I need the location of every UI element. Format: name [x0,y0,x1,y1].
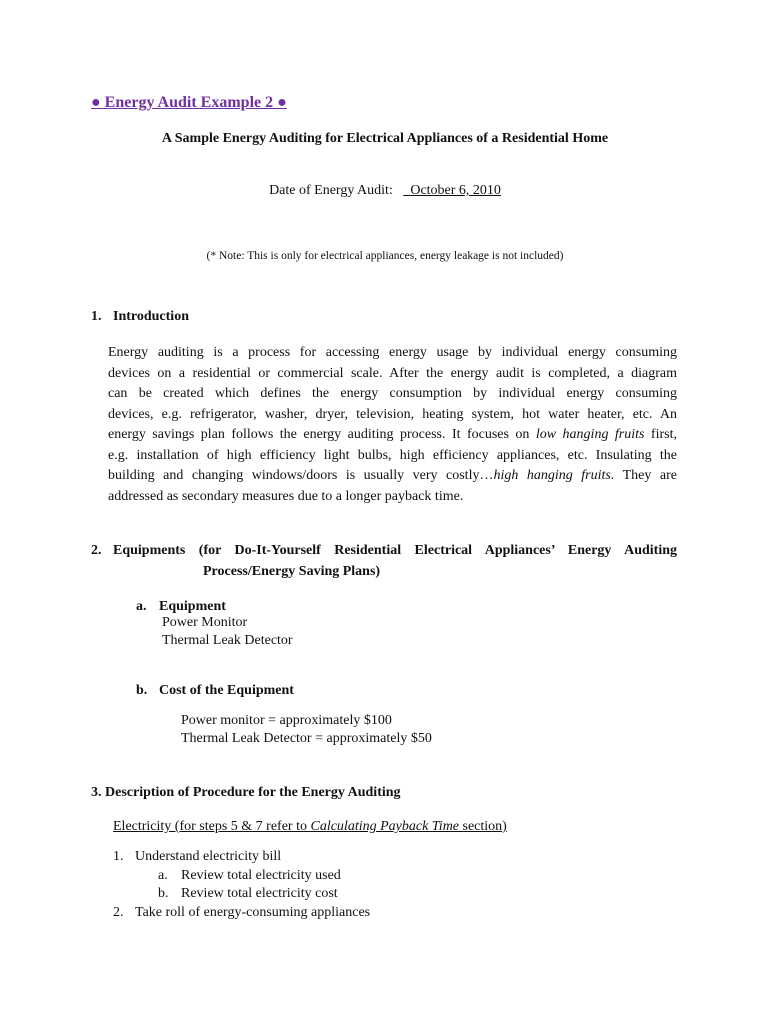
introduction-paragraph [108,343,677,507]
intro-line: e.g. installation of high efficiency light bulbs, high efficiency appliances, etc. Insulating the [108,447,677,463]
section-3-heading: 3. Description of Procedure for the Energy Auditing [91,785,401,800]
equipment-item: Thermal Leak Detector [162,633,293,648]
section-2-heading-line-1: 2. Equipments (for Do-It-Yourself Residential Electrical Appliances’ Energy Auditing [91,543,677,558]
intro-line: addressed as secondary measures due to a longer payback time. [108,488,464,504]
section-1-heading [91,307,189,327]
procedure-substep: b. Review total electricity cost [158,886,338,901]
audit-date-value: October 6, 2010 [410,183,501,198]
procedure-step: 2. Take roll of energy-consuming appliances [113,904,371,920]
procedure-steps [113,848,370,922]
electricity-subheading: Electricity (for steps 5 & 7 refer to Calculating Payback Time section) [113,819,507,834]
equipment-cost-list [181,712,432,748]
document-subtitle: A Sample Energy Auditing for Electrical Appliances of a Residential Home [161,131,609,146]
intro-line: devices on a residential or commercial scale. After the energy audit is completed, a diagram [108,365,677,381]
procedure-step: 1. Understand electricity bill [113,849,282,864]
audit-date-label: Date of Energy Audit: [269,183,393,198]
section-1-title: Introduction [113,309,189,324]
section-1-number: 1. [91,309,102,324]
cost-item: Thermal Leak Detector = approximately $50 [181,731,432,746]
section-2-heading [91,540,677,582]
intro-line: building and changing windows/doors is usually very costly…high hanging fruits. They are [108,468,677,483]
equipment-item: Power Monitor [162,615,248,630]
equipment-list [162,614,293,650]
equipment-cost-subheading: b. Cost of the Equipment [136,683,294,698]
high-hanging-fruits-emphasis: high hanging fruits. [493,468,615,483]
intro-line: devices, e.g. refrigerator, washer, dryer, television, heating system, hot water heater, etc. An [108,406,677,422]
intro-line: can be created which defines the energy consumption by individual energy consuming [108,386,677,401]
intro-line: Energy auditing is a process for accessing energy usage by individual energy consuming [108,345,677,360]
low-hanging-fruits-emphasis: low hanging fruits [535,427,645,442]
document-title: ● Energy Audit Example 2 ● [91,94,287,111]
scope-note: (* Note: This is only for electrical appliances, energy leakage is not included) [206,250,564,262]
section-2-heading-line-2: Process/Energy Saving Plans) [203,564,381,579]
procedure-substep: a. Review total electricity used [158,867,341,883]
audit-date-line [91,181,679,201]
intro-line: energy savings plan follows the energy auditing process. It focuses on low hanging fruits first, [108,427,677,442]
cost-item: Power monitor = approximately $100 [181,713,392,728]
equipment-subheading: a. Equipment [136,599,226,614]
payback-time-reference: Calculating Payback Time [310,819,460,834]
